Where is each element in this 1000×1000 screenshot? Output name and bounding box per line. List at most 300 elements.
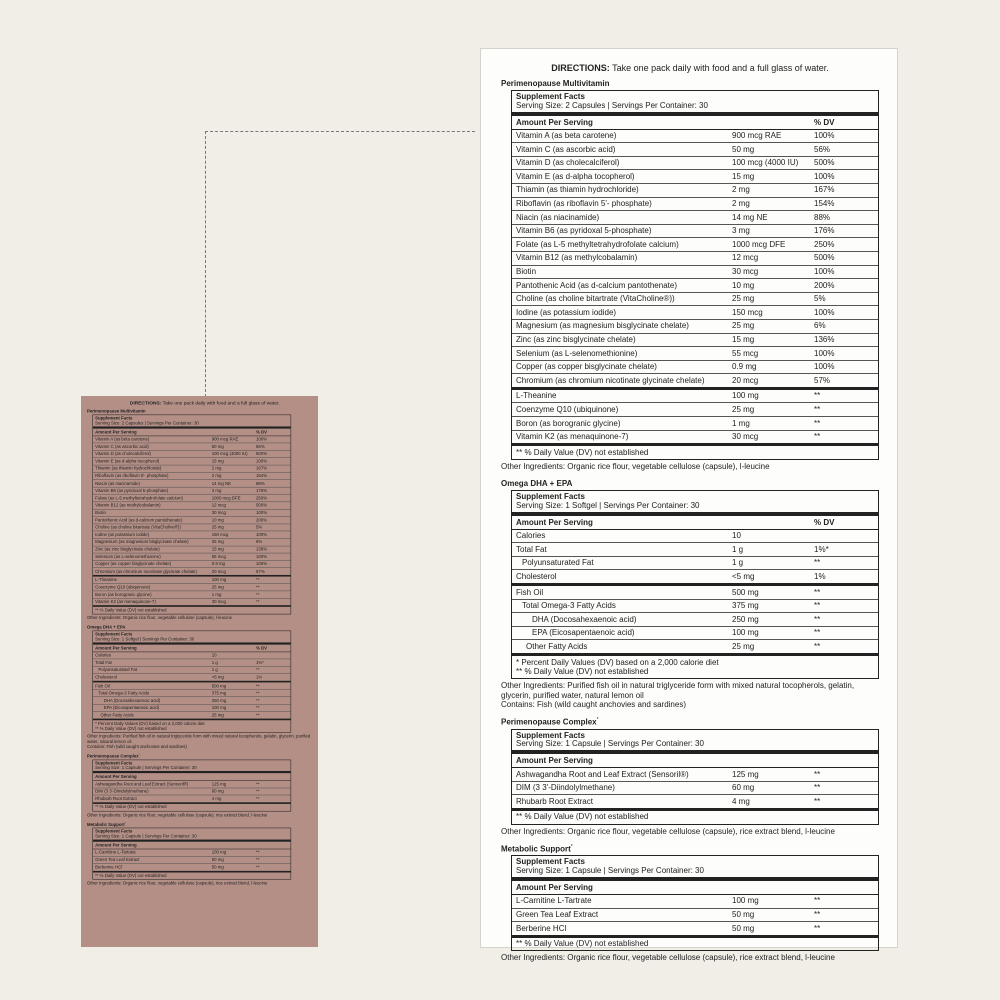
nutrient-row xyxy=(93,857,291,864)
nutrient-row xyxy=(512,279,878,293)
nutrient-amount: 60 mg xyxy=(732,783,755,793)
omega-contains: Contains: Fish (wild caught anchovies and sardines) xyxy=(87,743,187,749)
nutrient-amount: 4 mg xyxy=(211,796,222,802)
nutrient-amount: 2 mg xyxy=(732,199,750,209)
nutrient-amount: 125 mg xyxy=(211,781,227,787)
serving-info: Serving Size: 1 Capsule | Servings Per Container: 30 xyxy=(95,765,197,771)
nutrient-amount: 14 mg NE xyxy=(211,480,231,486)
multivitamin-row-list-2 xyxy=(93,577,291,607)
nutrient-dv: ** xyxy=(256,781,260,787)
nutrient-dv: ** xyxy=(814,558,821,568)
nutrient-dv: 500% xyxy=(814,158,835,168)
nutrient-row xyxy=(512,640,878,656)
nutrient-dv: ** xyxy=(814,923,821,933)
nutrient-dv: ** xyxy=(256,788,260,794)
nutrient-dv: 6% xyxy=(256,539,263,545)
nutrient-dv: ** xyxy=(256,697,260,703)
omega-row-list-2 xyxy=(93,682,291,720)
nutrient-row xyxy=(512,586,878,600)
nutrient-row xyxy=(512,157,878,171)
complex-footnote: ** % Daily Value (DV) not established xyxy=(95,804,167,810)
nutrient-row xyxy=(512,320,878,334)
facts-header xyxy=(93,828,291,841)
nutrient-name: Biotin xyxy=(516,267,537,277)
nutrient-row xyxy=(93,465,291,472)
nutrient-name: Other Fatty Acids xyxy=(526,641,588,651)
connector-line-vertical xyxy=(205,131,206,397)
directions-text: Take one pack daily with food and a full glass of water. xyxy=(609,63,829,73)
nutrient-row xyxy=(93,674,291,682)
amount-header: Amount Per Serving xyxy=(95,774,137,780)
metabolic-facts xyxy=(92,828,291,880)
nutrient-row xyxy=(93,667,291,674)
nutrient-name: DIM (3 3'-Diindolylmethane) xyxy=(95,788,149,794)
nutrient-name: Boron (as borogranic glycine) xyxy=(516,418,621,428)
multivitamin-row-list xyxy=(93,436,291,577)
nutrient-row xyxy=(512,768,878,782)
nutrient-amount: 0.9 mg xyxy=(211,561,225,567)
complex-row-list xyxy=(93,781,291,804)
nutrient-row xyxy=(93,682,291,689)
nutrient-row xyxy=(93,480,291,487)
complex-title-mark: * xyxy=(138,753,140,757)
nutrient-dv: 56% xyxy=(814,144,831,154)
label-thumbnail-copy xyxy=(87,400,318,886)
nutrient-dv: ** xyxy=(256,796,260,802)
nutrient-name: Choline (as choline bitartrate (VitaCholine®)) xyxy=(516,294,675,304)
nutrient-row xyxy=(93,495,291,502)
nutrient-amount: 50 mg xyxy=(732,923,755,933)
nutrient-dv: ** xyxy=(814,601,821,611)
nutrient-name: Copper (as copper bisglycinate chelate) xyxy=(516,362,657,372)
nutrient-amount: 25 mg xyxy=(211,712,224,718)
nutrient-row xyxy=(93,473,291,480)
nutrient-row xyxy=(93,704,291,711)
serving-info: Serving Size: 1 Softgel | Servings Per Container: 30 xyxy=(95,636,195,642)
omega-facts xyxy=(511,490,879,679)
nutrient-row xyxy=(512,238,878,252)
nutrient-row xyxy=(512,543,878,557)
nutrient-name: L-Carnitine L-Tartrate xyxy=(516,896,592,906)
nutrient-row xyxy=(93,546,291,553)
omega-title: Omega DHA + EPA xyxy=(87,624,126,630)
nutrient-name: EPA (Eicosapentaenoic acid) xyxy=(103,705,160,711)
nutrient-row xyxy=(512,211,878,225)
nutrient-amount: 12 mcg xyxy=(211,502,226,508)
nutrient-row xyxy=(512,334,878,348)
nutrient-name: Fish Oil xyxy=(95,683,110,689)
complex-title xyxy=(87,753,318,758)
nutrient-name: L-Carnitine L-Tartrate xyxy=(95,850,136,855)
nutrient-amount: 250 mg xyxy=(732,614,759,624)
nutrient-dv: 1% xyxy=(814,571,826,581)
multivitamin-other-ingredients: Other Ingredients: Organic rice flour, vegetable cellulose (capsule), l-leucine xyxy=(501,461,770,471)
nutrient-row xyxy=(93,712,291,720)
label-content xyxy=(501,63,879,963)
nutrient-name: Vitamin A (as beta carotene) xyxy=(95,436,150,442)
serving-info: Serving Size: 1 Softgel | Servings Per Container: 30 xyxy=(516,500,700,510)
nutrient-amount: 2 mg xyxy=(732,185,750,195)
omega-footnotes xyxy=(512,656,878,678)
nutrient-amount: 2 mg xyxy=(211,466,222,471)
nutrient-amount: 1 g xyxy=(732,544,744,554)
nutrient-dv: ** xyxy=(814,587,821,597)
complex-title-text: Perimenopause Complex xyxy=(87,753,139,759)
nutrient-row xyxy=(93,690,291,697)
nutrient-name: Copper (as copper bisglycinate chelate) xyxy=(95,561,172,567)
nutrient-amount: 150 mcg xyxy=(211,532,229,538)
nutrient-dv: ** xyxy=(256,667,260,673)
nutrient-dv: ** xyxy=(256,712,260,718)
omega-other-text: Other Ingredients: Purified fish oil in natural triglyceride form with mixed natural tocopherols, gelatin, glycerin, purified water, natural lemon oil xyxy=(501,681,855,700)
nutrient-amount: 100 mg xyxy=(732,628,759,638)
nutrient-row xyxy=(93,591,291,598)
nutrient-amount: <5 mg xyxy=(732,571,755,581)
nutrient-name: Vitamin C (as ascorbic acid) xyxy=(95,444,149,449)
nutrient-amount: 100 mcg (4000 IU) xyxy=(211,451,248,457)
nutrient-dv: 57% xyxy=(256,568,265,574)
nutrient-amount: 30 mcg xyxy=(211,510,226,516)
nutrient-row xyxy=(93,577,291,584)
nutrient-row xyxy=(512,922,878,938)
nutrient-name: Choline (as choline bitartrate (VitaCholine®)) xyxy=(95,524,181,530)
facts-header xyxy=(512,91,878,116)
nutrient-amount: 100 mg xyxy=(211,577,227,583)
metabolic-title xyxy=(501,844,879,854)
nutrient-name: EPA (Eicosapentaenoic acid) xyxy=(532,628,635,638)
nutrient-name: Selenium (as L-selenomethionine) xyxy=(95,554,161,560)
supplement-label xyxy=(480,48,898,963)
nutrient-dv: 100% xyxy=(256,561,268,567)
nutrient-name: Ashwagandha Root and Leaf Extract (Sensoril®) xyxy=(516,769,689,779)
nutrient-amount: 25 mg xyxy=(211,584,224,590)
amount-header: Amount Per Serving xyxy=(516,882,593,892)
metabolic-row-list xyxy=(93,849,291,872)
facts-title: Supplement Facts xyxy=(516,857,585,867)
nutrient-row xyxy=(512,306,878,320)
serving-info: Serving Size: 1 Capsule | Servings Per Container: 30 xyxy=(516,866,704,876)
nutrient-name: Niacin (as niacinamide) xyxy=(95,480,141,486)
complex-row-list xyxy=(512,768,878,811)
facts-header xyxy=(93,631,291,644)
multivitamin-row-list xyxy=(512,130,878,390)
nutrient-dv: ** xyxy=(256,857,260,863)
facts-title: Supplement Facts xyxy=(95,760,133,766)
nutrient-amount: 25 mg xyxy=(211,539,224,545)
nutrient-amount: 10 mg xyxy=(732,280,755,290)
nutrient-name: Polyunsaturated Fat xyxy=(522,558,594,568)
nutrient-name: Cholesterol xyxy=(95,674,117,680)
multivitamin-footnote: ** % Daily Value (DV) not established xyxy=(95,607,167,613)
multivitamin-title: Perimenopause Multivitamin xyxy=(501,79,610,88)
nutrient-dv: ** xyxy=(814,628,821,638)
nutrient-dv: 136% xyxy=(814,335,835,344)
nutrient-name: Other Fatty Acids xyxy=(100,712,134,718)
nutrient-dv: ** xyxy=(814,432,821,442)
nutrient-amount: 1000 mcg DFE xyxy=(732,239,786,249)
nutrient-row xyxy=(512,198,878,212)
nutrient-row xyxy=(512,130,878,144)
nutrient-row xyxy=(512,795,878,811)
multivitamin-footnote: ** % Daily Value (DV) not established xyxy=(516,447,649,457)
nutrient-amount: 100 mg xyxy=(732,391,759,401)
nutrient-amount: 1 g xyxy=(732,558,744,568)
nutrient-dv: 176% xyxy=(814,226,835,236)
label-thumbnail-content xyxy=(87,400,318,886)
nutrient-dv: ** xyxy=(814,641,821,651)
nutrient-row xyxy=(93,531,291,538)
nutrient-amount: 1 g xyxy=(211,667,218,673)
complex-facts xyxy=(511,729,879,825)
amount-header-row xyxy=(512,881,878,895)
nutrient-amount: 55 mcg xyxy=(732,348,759,358)
directions-label: DIRECTIONS: xyxy=(551,63,610,73)
nutrient-name: Total Omega-3 Fatty Acids xyxy=(522,601,616,611)
nutrient-amount: 15 mg xyxy=(211,546,224,552)
omega-contains: Contains: Fish (wild caught anchovies and sardines) xyxy=(501,699,686,709)
omega-other-ingredients xyxy=(87,734,318,749)
multivitamin-title: Perimenopause Multivitamin xyxy=(87,408,146,414)
nutrient-amount: 10 xyxy=(732,531,741,541)
nutrient-amount: 14 mg NE xyxy=(732,212,768,222)
metabolic-title-text: Metabolic Support xyxy=(501,844,571,854)
nutrient-dv: 500% xyxy=(256,502,268,508)
nutrient-row xyxy=(93,659,291,666)
nutrient-dv: ** xyxy=(256,705,260,711)
nutrient-amount: 1 mg xyxy=(732,418,750,428)
nutrient-dv: 1% xyxy=(256,674,263,680)
nutrient-amount: 1 mg xyxy=(211,592,222,597)
nutrient-dv: 56% xyxy=(256,444,265,449)
amount-header: Amount Per Serving xyxy=(95,429,137,435)
dv-header: % DV xyxy=(814,117,835,127)
nutrient-dv: 1%* xyxy=(814,544,829,554)
nutrient-dv: 57% xyxy=(814,375,831,385)
nutrient-amount: 15 mg xyxy=(732,335,755,344)
nutrient-name: Calories xyxy=(95,652,111,658)
nutrient-amount: 60 mg xyxy=(211,788,224,794)
nutrient-dv: 100% xyxy=(814,307,835,317)
nutrient-amount: 50 mg xyxy=(732,910,755,920)
label-thumbnail xyxy=(81,396,318,947)
facts-title: Supplement Facts xyxy=(95,631,133,637)
nutrient-amount: 100 mg xyxy=(211,705,227,711)
dv-header: % DV xyxy=(256,429,268,435)
nutrient-dv: 5% xyxy=(814,294,826,304)
amount-header: Amount Per Serving xyxy=(95,842,137,848)
nutrient-name: Magnesium (as magnesium bisglycinate chelate) xyxy=(516,321,689,331)
directions xyxy=(501,63,879,73)
omega-footnote-2: ** % Daily Value (DV) not established xyxy=(95,726,167,732)
nutrient-amount: 375 mg xyxy=(211,690,227,696)
nutrient-amount: 100 mcg (4000 IU) xyxy=(732,158,799,168)
nutrient-name: Folate (as L-5 methyltetrahydrofolate calcium) xyxy=(516,239,679,249)
nutrient-row xyxy=(512,431,878,447)
omega-footnotes xyxy=(93,720,291,732)
nutrient-row xyxy=(93,539,291,546)
nutrient-amount: 10 mg xyxy=(211,517,224,523)
facts-header xyxy=(512,491,878,516)
nutrient-dv: 100% xyxy=(814,362,835,372)
nutrient-dv: ** xyxy=(814,418,821,428)
nutrient-name: Magnesium (as magnesium bisglycinate chelate) xyxy=(95,539,189,545)
nutrient-row xyxy=(93,517,291,524)
metabolic-facts xyxy=(511,855,879,951)
nutrient-dv: 100% xyxy=(814,131,835,141)
nutrient-name: Coenzyme Q10 (ubiquinone) xyxy=(516,404,619,414)
nutrient-dv: 100% xyxy=(256,436,268,442)
facts-title: Supplement Facts xyxy=(95,415,133,421)
nutrient-dv: ** xyxy=(256,584,260,590)
nutrient-amount: 25 mg xyxy=(732,294,755,304)
nutrient-dv: 500% xyxy=(814,253,835,263)
nutrient-name: Vitamin E (as d-alpha tocopherol) xyxy=(516,171,635,181)
nutrient-dv: 100% xyxy=(814,267,835,277)
serving-info: Serving Size: 2 Capsules | Servings Per Container: 30 xyxy=(95,420,199,426)
nutrient-amount: 2 mg xyxy=(211,473,222,479)
amount-spacer xyxy=(212,645,256,650)
metabolic-other-ingredients: Other Ingredients: Organic rice flour, vegetable cellulose (capsule), rice extract blend, l-leucine xyxy=(87,880,268,886)
nutrient-row xyxy=(93,443,291,450)
nutrient-row xyxy=(93,561,291,568)
nutrient-name: Vitamin B12 (as methylcobalamin) xyxy=(516,253,638,263)
connector-line-horizontal xyxy=(205,131,475,132)
nutrient-name: Calories xyxy=(516,531,546,541)
serving-info: Serving Size: 1 Capsule | Servings Per Container: 30 xyxy=(516,739,704,749)
amount-header-row xyxy=(512,116,878,130)
nutrient-row xyxy=(93,502,291,509)
nutrient-row xyxy=(93,849,291,856)
nutrient-name: Green Tea Leaf Extract xyxy=(516,910,599,920)
nutrient-row xyxy=(512,613,878,627)
nutrient-row xyxy=(93,451,291,458)
nutrient-dv: 100% xyxy=(814,171,835,181)
nutrient-name: Total Fat xyxy=(516,544,547,554)
dv-header: % DV xyxy=(256,645,268,651)
nutrient-name: Vitamin K2 (as menaquinone-7) xyxy=(516,432,629,442)
nutrient-row xyxy=(93,781,291,788)
omega-other-text: Other Ingredients: Purified fish oil in natural triglyceride form with mixed natural tocopherols, gelatin, glycerin, purified water, natural lemon oil xyxy=(87,733,311,744)
nutrient-dv: 88% xyxy=(814,212,831,222)
nutrient-name: Thiamin (as thiamin hydrochloride) xyxy=(516,185,639,195)
nutrient-name: DHA (Docosahexaenoic acid) xyxy=(532,614,637,624)
nutrient-dv: ** xyxy=(256,850,260,855)
facts-title: Supplement Facts xyxy=(516,730,585,740)
serving-info: Serving Size: 1 Capsule | Servings Per Container: 30 xyxy=(95,833,197,839)
nutrient-dv: ** xyxy=(814,614,821,624)
nutrient-amount: 20 mcg xyxy=(732,375,759,385)
nutrient-row xyxy=(93,788,291,795)
nutrient-dv: ** xyxy=(814,910,821,920)
nutrient-row xyxy=(512,374,878,390)
nutrient-row xyxy=(512,225,878,239)
nutrient-name: Zinc (as zinc bisglycinate chelate) xyxy=(516,335,636,344)
nutrient-row xyxy=(512,390,878,404)
amount-spacer xyxy=(732,118,814,127)
nutrient-name: Pantothenic Acid (as d-calcium pantothenate) xyxy=(95,517,183,523)
complex-other-ingredients: Other Ingredients: Organic rice flour, vegetable cellulose (capsule), rice extract blend, l-leucine xyxy=(87,812,268,818)
omega-row-list xyxy=(93,652,291,682)
nutrient-dv: ** xyxy=(814,404,821,414)
dv-header: % DV xyxy=(814,517,835,527)
nutrient-name: Rhubarb Root Extract xyxy=(95,796,137,802)
complex-title-mark: * xyxy=(596,716,599,723)
metabolic-other-ingredients: Other Ingredients: Organic rice flour, vegetable cellulose (capsule), rice extract blend, l-leucine xyxy=(501,953,835,963)
nutrient-amount: 25 mg xyxy=(211,524,224,530)
nutrient-dv: 500% xyxy=(256,451,268,457)
multivitamin-row-list-2 xyxy=(512,390,878,446)
nutrient-name: Vitamin B6 (as pyridoxal 5-phosphate) xyxy=(95,488,169,494)
complex-other-ingredients: Other Ingredients: Organic rice flour, vegetable cellulose (capsule), rice extract blend, l-leucine xyxy=(501,826,835,836)
nutrient-name: Boron (as borogranic glycine) xyxy=(95,592,152,597)
nutrient-amount: 10 xyxy=(211,652,217,658)
facts-title: Supplement Facts xyxy=(95,828,133,834)
amount-spacer xyxy=(732,518,814,527)
nutrient-name: Total Omega-3 Fatty Acids xyxy=(98,690,150,696)
nutrient-name: Total Fat xyxy=(95,660,112,665)
nutrient-dv: 1%* xyxy=(256,660,264,665)
nutrient-row xyxy=(93,697,291,704)
nutrient-amount: 25 mg xyxy=(732,321,755,331)
nutrient-amount: 900 mcg RAE xyxy=(211,436,239,442)
nutrient-dv: ** xyxy=(814,391,821,401)
multivitamin-rows xyxy=(93,436,291,607)
nutrient-row xyxy=(93,509,291,516)
facts-header xyxy=(512,856,878,881)
amount-header: Amount Per Serving xyxy=(95,645,137,651)
nutrient-name: Berberine HCl xyxy=(516,923,567,933)
nutrient-row xyxy=(512,600,878,614)
nutrient-name: Biotin xyxy=(95,510,106,516)
nutrient-dv: 100% xyxy=(814,348,835,358)
nutrient-name: Cholesterol xyxy=(516,571,557,581)
nutrient-amount: 0.9 mg xyxy=(732,362,757,372)
nutrient-amount: 1000 mcg DFE xyxy=(211,495,241,501)
multivitamin-facts xyxy=(511,90,879,460)
nutrient-amount: 500 mg xyxy=(211,683,227,689)
nutrient-row xyxy=(512,252,878,266)
nutrient-amount: 500 mg xyxy=(732,587,759,597)
amount-header: Amount Per Serving xyxy=(516,517,593,527)
metabolic-title-mark: * xyxy=(570,843,573,850)
nutrient-amount: 30 mcg xyxy=(732,432,759,442)
omega-facts xyxy=(92,631,291,733)
nutrient-name: Chromium (as chromium nicotinate glycinate chelate) xyxy=(95,568,197,574)
nutrient-row xyxy=(93,458,291,465)
complex-footnote: ** % Daily Value (DV) not established xyxy=(516,812,649,822)
nutrient-amount: 25 mg xyxy=(732,404,755,414)
amount-header: Amount Per Serving xyxy=(516,756,593,766)
directions-label: DIRECTIONS: xyxy=(129,400,162,406)
directions-text: Take one pack daily with food and a full glass of water. xyxy=(161,400,280,406)
nutrient-amount: 50 mg xyxy=(211,864,224,870)
facts-header xyxy=(512,730,878,755)
metabolic-title xyxy=(87,822,318,827)
nutrient-amount: 250 mg xyxy=(211,697,227,703)
nutrient-dv: 250% xyxy=(256,495,268,501)
nutrient-name: Selenium (as L-selenomethionine) xyxy=(516,348,638,358)
nutrient-row xyxy=(93,524,291,531)
nutrient-name: DIM (3 3'-Diindolylmethane) xyxy=(516,783,615,793)
nutrient-row xyxy=(512,895,878,909)
nutrient-row xyxy=(512,143,878,157)
nutrient-dv: 100% xyxy=(256,532,268,538)
nutrient-name: Vitamin K2 (as menaquinone-7) xyxy=(95,599,156,605)
nutrient-name: Vitamin D (as cholecalciferol) xyxy=(516,158,620,168)
metabolic-title-mark: * xyxy=(124,821,126,825)
nutrient-amount: 125 mg xyxy=(732,769,759,779)
nutrient-amount: 900 mcg RAE xyxy=(732,131,782,141)
